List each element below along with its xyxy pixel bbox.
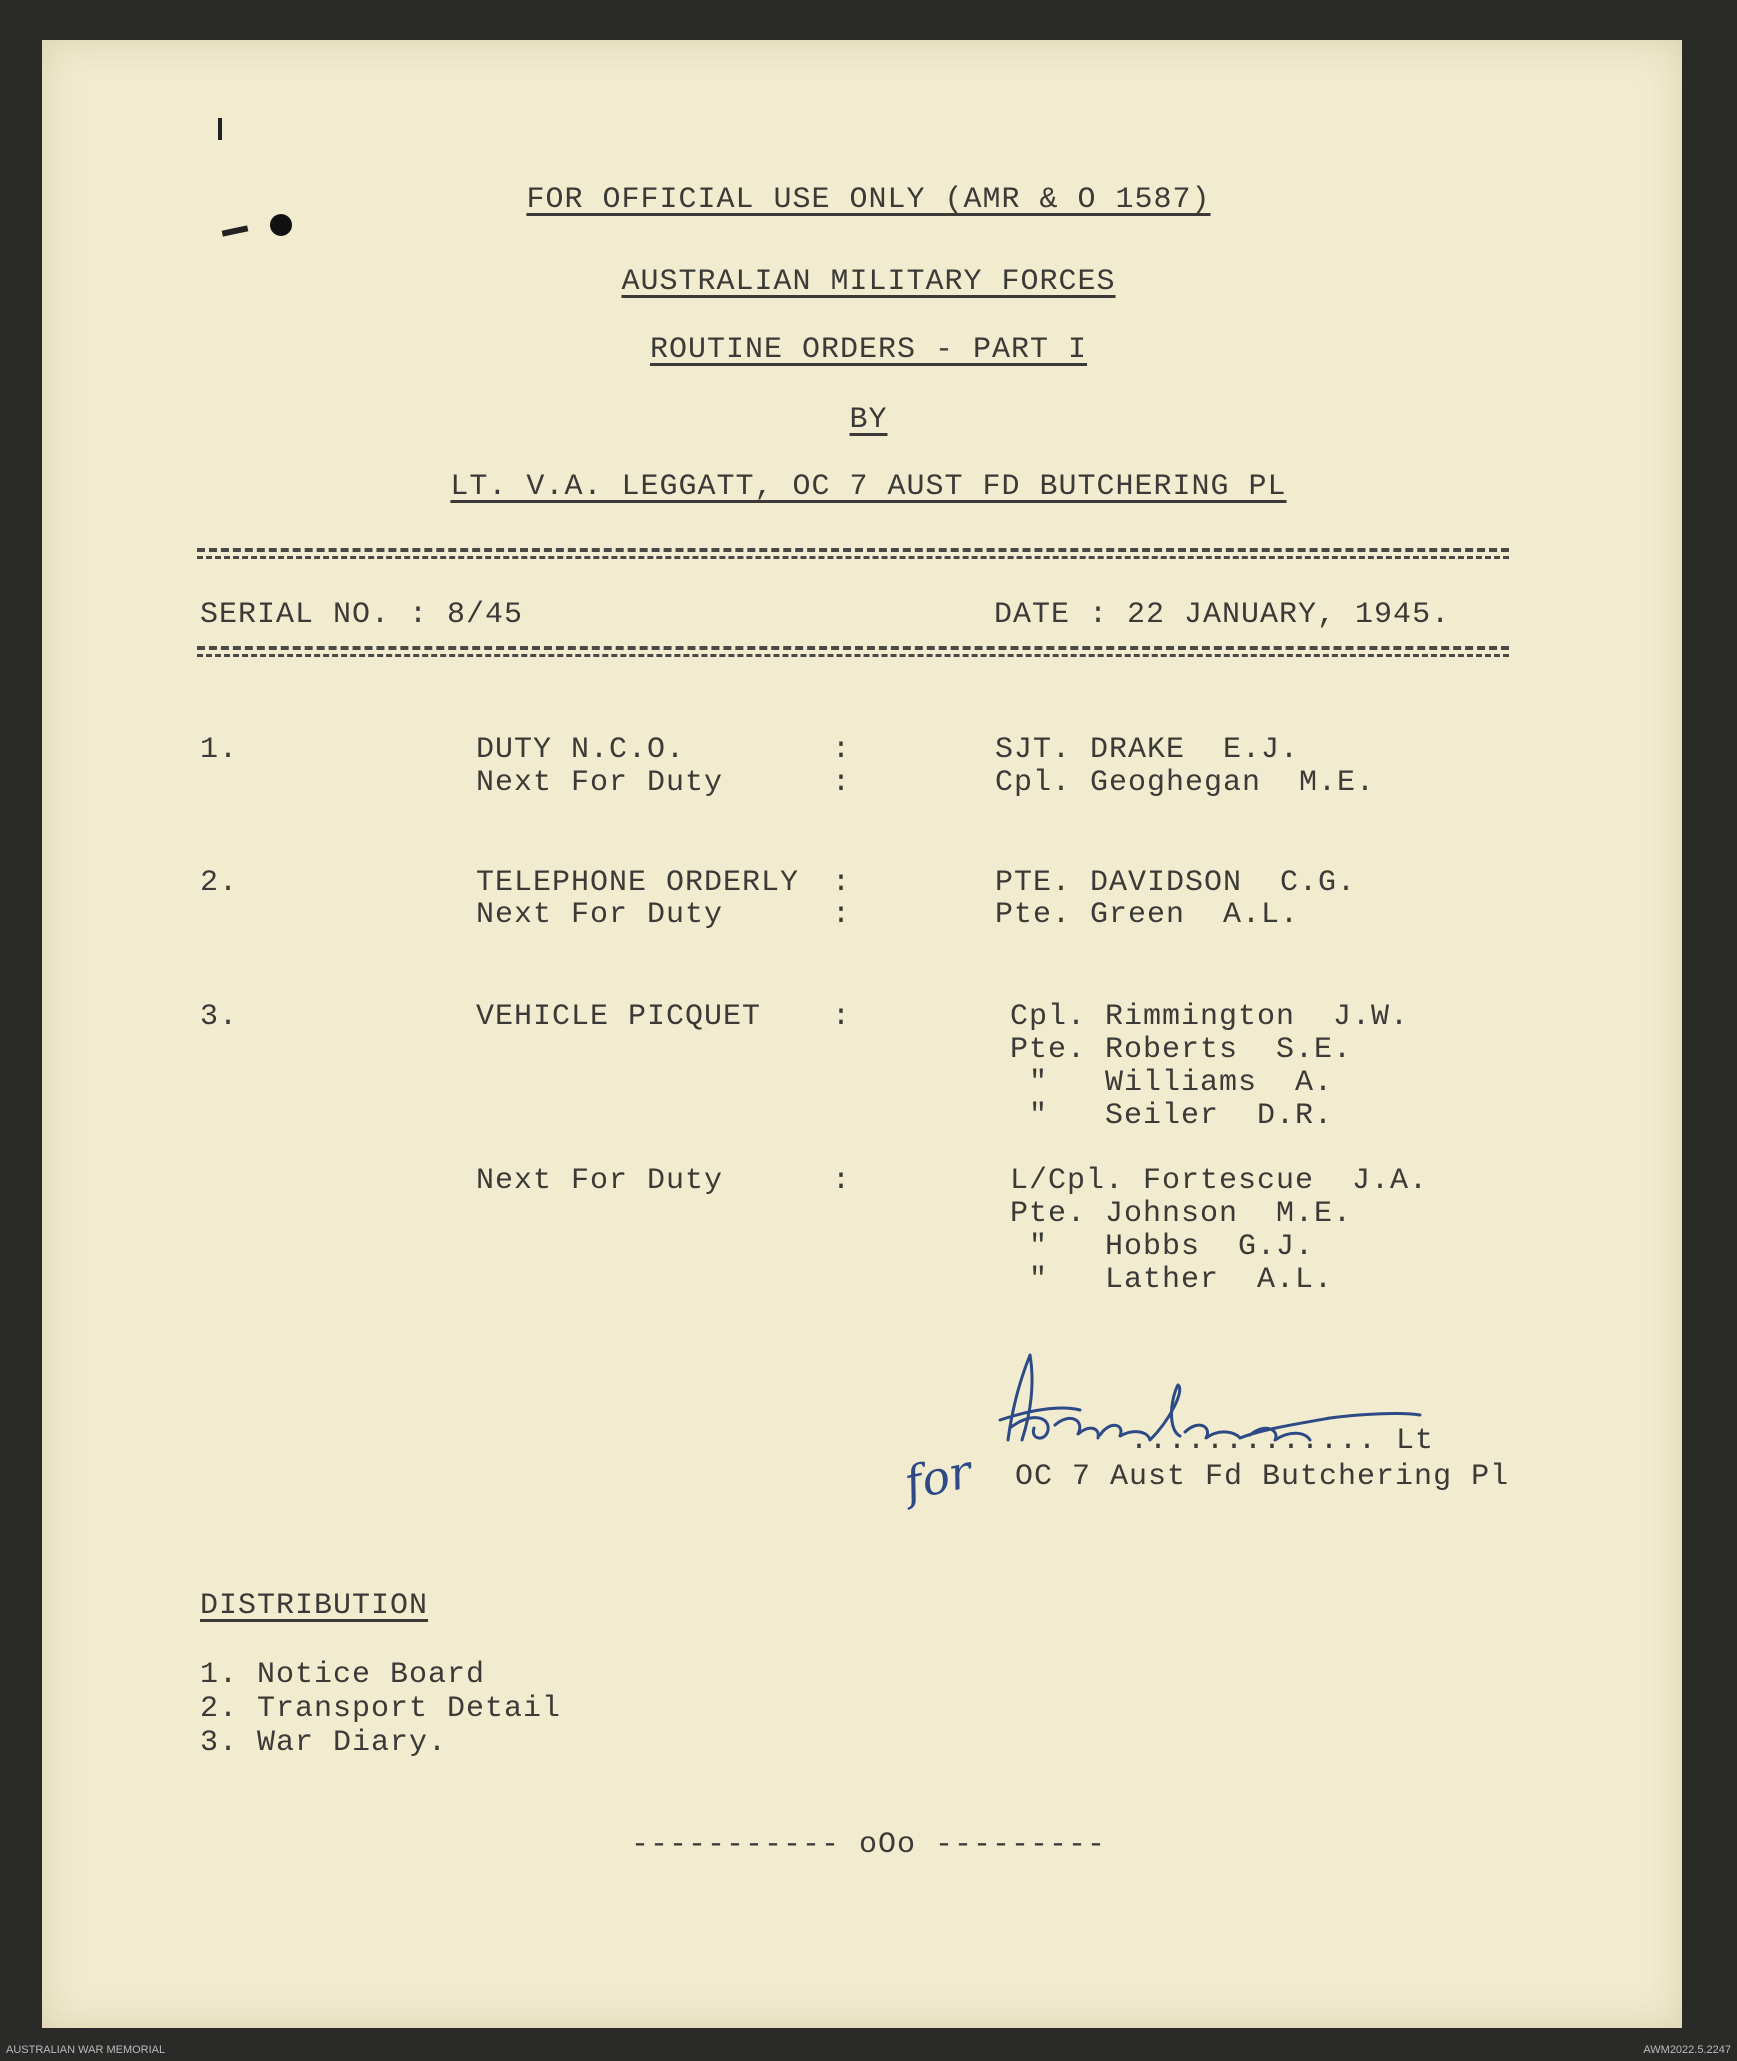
distribution-item: 2. Transport Detail xyxy=(200,1692,562,1726)
archive-credit: AUSTRALIAN WAR MEMORIAL xyxy=(6,2044,166,2056)
duty-name: " Williams A. xyxy=(1010,1066,1334,1100)
order-number: 2. xyxy=(200,866,239,900)
divider-top-2 xyxy=(197,556,1509,559)
archive-reference: AWM2022.5.2247 xyxy=(1643,2044,1731,2056)
duty-colon: : xyxy=(832,898,852,932)
duty-title: Next For Duty xyxy=(476,1164,724,1198)
by-heading: BY xyxy=(849,403,888,437)
distribution-heading: DISTRIBUTION xyxy=(200,1589,429,1623)
duty-title: VEHICLE PICQUET xyxy=(476,1000,762,1034)
punch-hole xyxy=(270,214,292,236)
classification-heading: FOR OFFICIAL USE ONLY (AMR & O 1587) xyxy=(526,183,1211,217)
signature-for-word: for xyxy=(899,1443,977,1511)
duty-name: " Lather A.L. xyxy=(1010,1263,1334,1297)
duty-name: Cpl. Rimmington J.W. xyxy=(1010,1000,1410,1034)
signature-unit: OC 7 Aust Fd Butchering Pl xyxy=(1015,1460,1510,1494)
duty-colon: : xyxy=(832,733,852,767)
serial-number: SERIAL NO. : 8/45 xyxy=(200,598,524,632)
end-mark: ----------- oOo --------- xyxy=(630,1828,1107,1862)
order-date: DATE : 22 JANUARY, 1945. xyxy=(994,598,1451,632)
duty-name: Cpl. Geoghegan M.E. xyxy=(995,766,1376,800)
duty-name: Pte. Johnson M.E. xyxy=(1010,1197,1353,1231)
duty-title: DUTY N.C.O. xyxy=(476,733,686,767)
duty-name: L/Cpl. Fortescue J.A. xyxy=(1010,1164,1429,1198)
duty-title: Next For Duty xyxy=(476,766,724,800)
duty-colon: : xyxy=(832,866,852,900)
organization-heading: AUSTRALIAN MILITARY FORCES xyxy=(621,265,1116,299)
duty-colon: : xyxy=(832,1164,852,1198)
divider-bottom-2 xyxy=(197,654,1509,657)
duty-name: PTE. DAVIDSON C.G. xyxy=(995,866,1357,900)
duty-name: SJT. DRAKE E.J. xyxy=(995,733,1300,767)
duty-colon: : xyxy=(832,766,852,800)
title-heading: ROUTINE ORDERS - PART I xyxy=(649,333,1088,367)
signature-dots-rank: ............. Lt xyxy=(1130,1424,1435,1458)
duty-colon: : xyxy=(832,1000,852,1034)
order-number: 1. xyxy=(200,733,239,767)
order-number: 3. xyxy=(200,1000,239,1034)
duty-title: TELEPHONE ORDERLY xyxy=(476,866,800,900)
staple-mark xyxy=(218,118,222,140)
divider-top xyxy=(197,548,1509,552)
divider-bottom xyxy=(197,646,1509,650)
duty-title: Next For Duty xyxy=(476,898,724,932)
issuer-heading: LT. V.A. LEGGATT, OC 7 AUST FD BUTCHERING PL xyxy=(450,470,1287,504)
duty-name: Pte. Roberts S.E. xyxy=(1010,1033,1353,1067)
distribution-item: 3. War Diary. xyxy=(200,1726,448,1760)
duty-name: " Seiler D.R. xyxy=(1010,1099,1334,1133)
distribution-item: 1. Notice Board xyxy=(200,1658,486,1692)
duty-name: " Hobbs G.J. xyxy=(1010,1230,1315,1264)
duty-name: Pte. Green A.L. xyxy=(995,898,1300,932)
